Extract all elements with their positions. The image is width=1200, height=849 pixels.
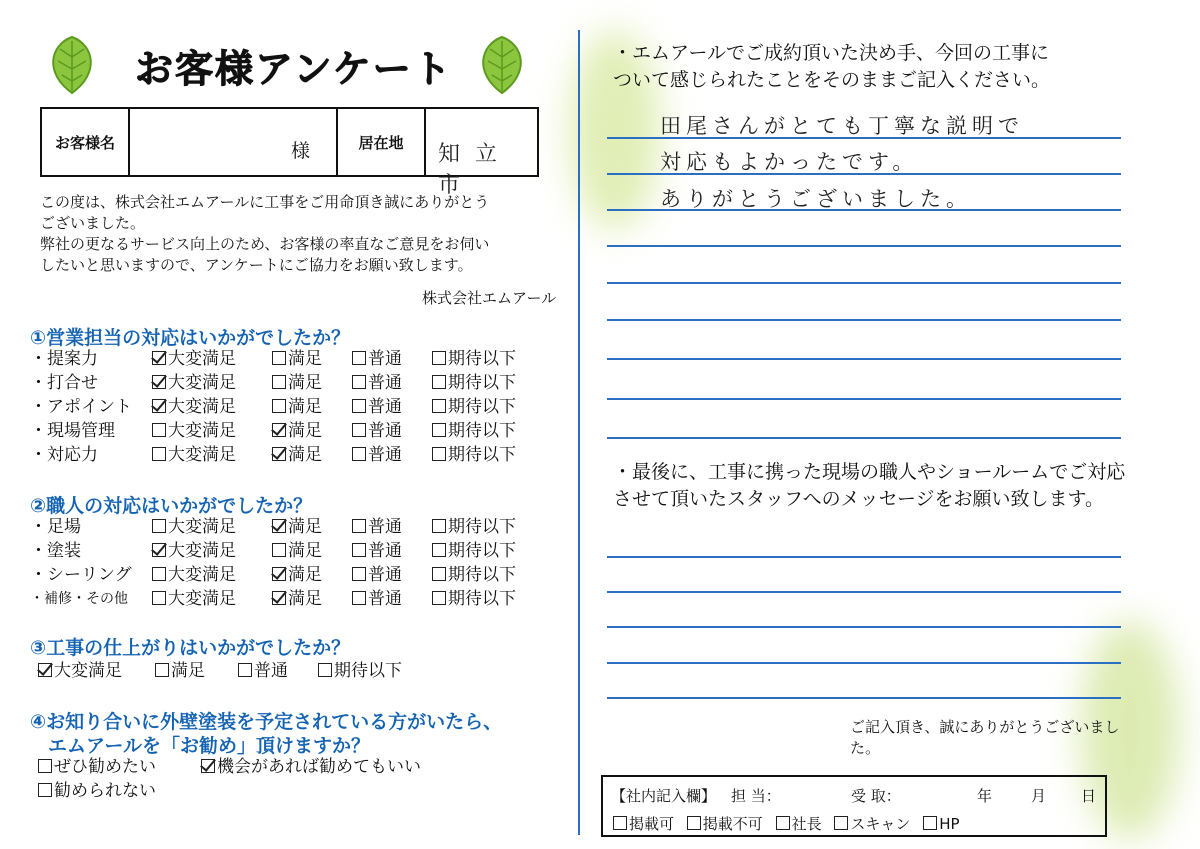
q3-option-3[interactable]: 普通 — [238, 659, 288, 683]
checkbox-checked-icon[interactable] — [272, 519, 286, 533]
checkbox-checked-icon[interactable] — [272, 447, 286, 461]
q6-heading-line-2: させて頂いたスタッフへのメッセージをお願い致します。 — [613, 488, 1104, 510]
office-check-5[interactable]: HP — [923, 815, 959, 833]
office-received-label: 受 取： — [851, 787, 901, 805]
q3-option-1[interactable]: 大変満足 — [38, 659, 122, 683]
message-line — [607, 662, 1121, 664]
checkbox-checked-icon[interactable] — [152, 375, 166, 389]
leaf-icon-right — [470, 33, 534, 97]
customer-name-suffix: 様 — [290, 140, 310, 162]
customer-name-field[interactable] — [130, 109, 338, 175]
option-o1[interactable]: 大変満足 — [152, 395, 236, 419]
intro-line-2: ございました。 — [40, 214, 146, 232]
option-o4[interactable]: 期待以下 — [432, 395, 516, 419]
row-label: ・提案力 — [30, 349, 98, 369]
q6-heading-line-1: ・最後に、工事に携った現場の職人やショールームでご対応 — [613, 461, 1126, 483]
checkbox-checked-icon[interactable] — [152, 543, 166, 557]
checkbox-icon[interactable] — [152, 519, 166, 533]
option-o2[interactable]: 満足 — [272, 371, 322, 395]
option-o1[interactable]: 大変満足 — [152, 347, 236, 371]
checkbox-icon[interactable] — [432, 447, 446, 461]
message-line — [607, 697, 1121, 699]
row-label: ・打合せ — [30, 373, 98, 393]
q4-heading-line-2: エムアールを「お勧め」頂けますか？ — [48, 735, 371, 757]
checkbox-icon[interactable] — [152, 447, 166, 461]
column-divider — [578, 30, 580, 835]
checkbox-icon[interactable] — [432, 591, 446, 605]
option-o1[interactable]: 大変満足 — [152, 419, 236, 443]
intro-line-1: この度は、株式会社エムアールに工事をご用命頂き誠にありがとう — [40, 193, 490, 211]
checkbox-icon[interactable] — [152, 591, 166, 605]
checkbox-checked-icon[interactable] — [272, 567, 286, 581]
office-label: 【社内記入欄】 — [611, 787, 717, 805]
checkbox-checked-icon[interactable] — [152, 399, 166, 413]
answer-line — [607, 358, 1121, 360]
message-line — [607, 626, 1121, 628]
option-o4[interactable]: 期待以下 — [432, 371, 516, 395]
checkbox-icon[interactable] — [352, 567, 366, 581]
office-check-2[interactable]: 掲載不可 — [687, 815, 763, 833]
option-o2[interactable]: 満足 — [272, 539, 322, 563]
checkbox-icon[interactable] — [834, 816, 848, 830]
checkbox-icon[interactable] — [155, 663, 169, 677]
checkbox-checked-icon[interactable] — [272, 423, 286, 437]
checkbox-icon[interactable] — [352, 519, 366, 533]
intro-text — [40, 192, 560, 276]
office-staff-label: 担 当： — [731, 787, 781, 805]
page-title: お客様アンケート — [135, 47, 453, 91]
location-label: 居在地 — [358, 133, 404, 152]
checkbox-icon[interactable] — [152, 423, 166, 437]
office-row-1 — [611, 785, 1097, 806]
leaf-icon-left — [40, 33, 104, 97]
checkbox-icon[interactable] — [38, 759, 52, 773]
checkbox-icon[interactable] — [152, 567, 166, 581]
option-o3[interactable]: 普通 — [352, 515, 402, 539]
row-label: ・補修・その他 — [30, 591, 128, 607]
checkbox-icon[interactable] — [432, 567, 446, 581]
q3-heading: ③工事の仕上がりはいかがでしたか？ — [30, 637, 351, 659]
checkbox-icon[interactable] — [613, 816, 627, 830]
row-label: ・対応力 — [30, 445, 98, 465]
checkbox-checked-icon[interactable] — [272, 591, 286, 605]
row-label: ・シーリング — [30, 565, 132, 585]
checkbox-icon[interactable] — [318, 663, 332, 677]
q2-heading: ②職人の対応はいかがでしたか？ — [30, 495, 313, 517]
checkbox-icon[interactable] — [687, 816, 701, 830]
row-label: ・アポイント — [30, 397, 132, 417]
option-o3[interactable]: 普通 — [352, 371, 402, 395]
checkbox-checked-icon[interactable] — [201, 759, 215, 773]
option-o4[interactable]: 期待以下 — [432, 419, 516, 443]
option-o2[interactable]: 満足 — [272, 395, 322, 419]
option-o1[interactable]: 大変満足 — [152, 563, 236, 587]
option-o2[interactable]: 満足 — [272, 563, 322, 587]
option-o1[interactable]: 大変満足 — [152, 539, 236, 563]
intro-line-4: したいと思いますので、アンケートにご協力をお願い致します。 — [40, 256, 473, 274]
checkbox-icon[interactable] — [272, 351, 286, 365]
option-o2[interactable]: 満足 — [272, 419, 322, 443]
customer-name-label: お客様名 — [54, 133, 115, 152]
checkbox-icon[interactable] — [352, 399, 366, 413]
q4-option-3[interactable]: 勧められない — [38, 779, 156, 803]
option-o1[interactable]: 大変満足 — [152, 371, 236, 395]
checkbox-icon[interactable] — [272, 399, 286, 413]
q5-heading-line-2: ついて感じられたことをそのままご記入ください。 — [613, 69, 1051, 91]
closing-thanks: ご記入頂き、誠にありがとうございました。 — [850, 718, 1120, 757]
office-year-label: 年 — [977, 787, 993, 805]
option-o2[interactable]: 満足 — [272, 587, 322, 611]
checkbox-icon[interactable] — [272, 543, 286, 557]
q4-option-2[interactable]: 機会があれば勧めてもいい — [201, 755, 421, 779]
option-o3[interactable]: 普通 — [352, 395, 402, 419]
checkbox-icon[interactable] — [432, 519, 446, 533]
checkbox-icon[interactable] — [352, 375, 366, 389]
option-o2[interactable]: 満足 — [272, 347, 322, 371]
q3-option-4[interactable]: 期待以下 — [318, 659, 402, 683]
answer-line — [607, 282, 1121, 284]
handwritten-answer-line-3: ありがとうございました。 — [660, 187, 972, 211]
option-o1[interactable]: 大変満足 — [152, 587, 236, 611]
checkbox-icon[interactable] — [923, 816, 937, 830]
checkbox-icon[interactable] — [238, 663, 252, 677]
option-o4[interactable]: 期待以下 — [432, 347, 516, 371]
checkbox-checked-icon[interactable] — [152, 351, 166, 365]
office-day-label: 日 — [1081, 787, 1097, 805]
checkbox-icon[interactable] — [432, 351, 446, 365]
checkbox-icon[interactable] — [776, 816, 790, 830]
message-line — [607, 556, 1121, 558]
checkbox-icon[interactable] — [352, 423, 366, 437]
checkbox-icon[interactable] — [352, 543, 366, 557]
checkbox-icon[interactable] — [432, 543, 446, 557]
office-use-box — [601, 775, 1107, 837]
row-label: ・足場 — [30, 517, 81, 537]
office-month-label: 月 — [1031, 787, 1047, 805]
answer-line — [607, 437, 1121, 439]
q4-option-1[interactable]: ぜひ勧めたい — [38, 755, 156, 779]
option-o4[interactable]: 期待以下 — [432, 563, 516, 587]
option-o3[interactable]: 普通 — [352, 347, 402, 371]
option-o1[interactable]: 大変満足 — [152, 515, 236, 539]
q4-heading-line-1: ④お知り合いに外壁塗装を予定されている方がいたら、 — [30, 711, 503, 733]
checkbox-icon[interactable] — [432, 375, 446, 389]
location-value: 知 立 市 — [438, 142, 501, 198]
office-check-4[interactable]: スキャン — [834, 815, 910, 833]
option-o4[interactable]: 期待以下 — [432, 443, 516, 467]
checkbox-checked-icon[interactable] — [38, 663, 52, 677]
q3-option-2[interactable]: 満足 — [155, 659, 205, 683]
option-o3[interactable]: 普通 — [352, 539, 402, 563]
q6-heading — [613, 459, 1125, 513]
q1-heading: ①営業担当の対応はいかがでしたか？ — [30, 327, 351, 349]
row-label: ・現場管理 — [30, 421, 115, 441]
answer-line — [607, 319, 1121, 321]
option-o2[interactable]: 満足 — [272, 515, 322, 539]
option-o4[interactable]: 期待以下 — [432, 539, 516, 563]
q5-heading-line-1: ・エムアールでご成約頂いた決め手、今回の工事に — [613, 42, 1050, 64]
answer-line — [607, 245, 1121, 247]
intro-line-3: 弊社の更なるサービス向上のため、お客様の率直なご意見をお伺い — [40, 235, 490, 253]
checkbox-icon[interactable] — [352, 447, 366, 461]
message-line — [607, 591, 1121, 593]
company-signature: 株式会社エムアール — [422, 289, 557, 307]
option-o1[interactable]: 大変満足 — [152, 443, 236, 467]
option-o4[interactable]: 期待以下 — [432, 587, 516, 611]
handwritten-answer-line-2: 対応もよかったです。 — [660, 150, 919, 174]
option-o3[interactable]: 普通 — [352, 587, 402, 611]
checkbox-icon[interactable] — [352, 351, 366, 365]
option-o4[interactable]: 期待以下 — [432, 515, 516, 539]
customer-info-table — [40, 107, 539, 198]
checkbox-icon[interactable] — [432, 399, 446, 413]
row-label: ・塗装 — [30, 541, 81, 561]
option-o3[interactable]: 普通 — [352, 443, 402, 467]
option-o3[interactable]: 普通 — [352, 419, 402, 443]
handwritten-answer-line-1: 田尾さんがとても丁寧な説明で — [660, 114, 1024, 138]
office-check-3[interactable]: 社長 — [776, 815, 822, 833]
q5-heading — [613, 40, 1050, 94]
checkbox-icon[interactable] — [352, 591, 366, 605]
location-field[interactable] — [426, 109, 537, 198]
office-row-2 — [613, 813, 960, 834]
option-o3[interactable]: 普通 — [352, 563, 402, 587]
option-o2[interactable]: 満足 — [272, 443, 322, 467]
checkbox-icon[interactable] — [38, 783, 52, 797]
office-check-1[interactable]: 掲載可 — [613, 815, 674, 833]
checkbox-icon[interactable] — [272, 375, 286, 389]
checkbox-icon[interactable] — [432, 423, 446, 437]
answer-line — [607, 398, 1121, 400]
